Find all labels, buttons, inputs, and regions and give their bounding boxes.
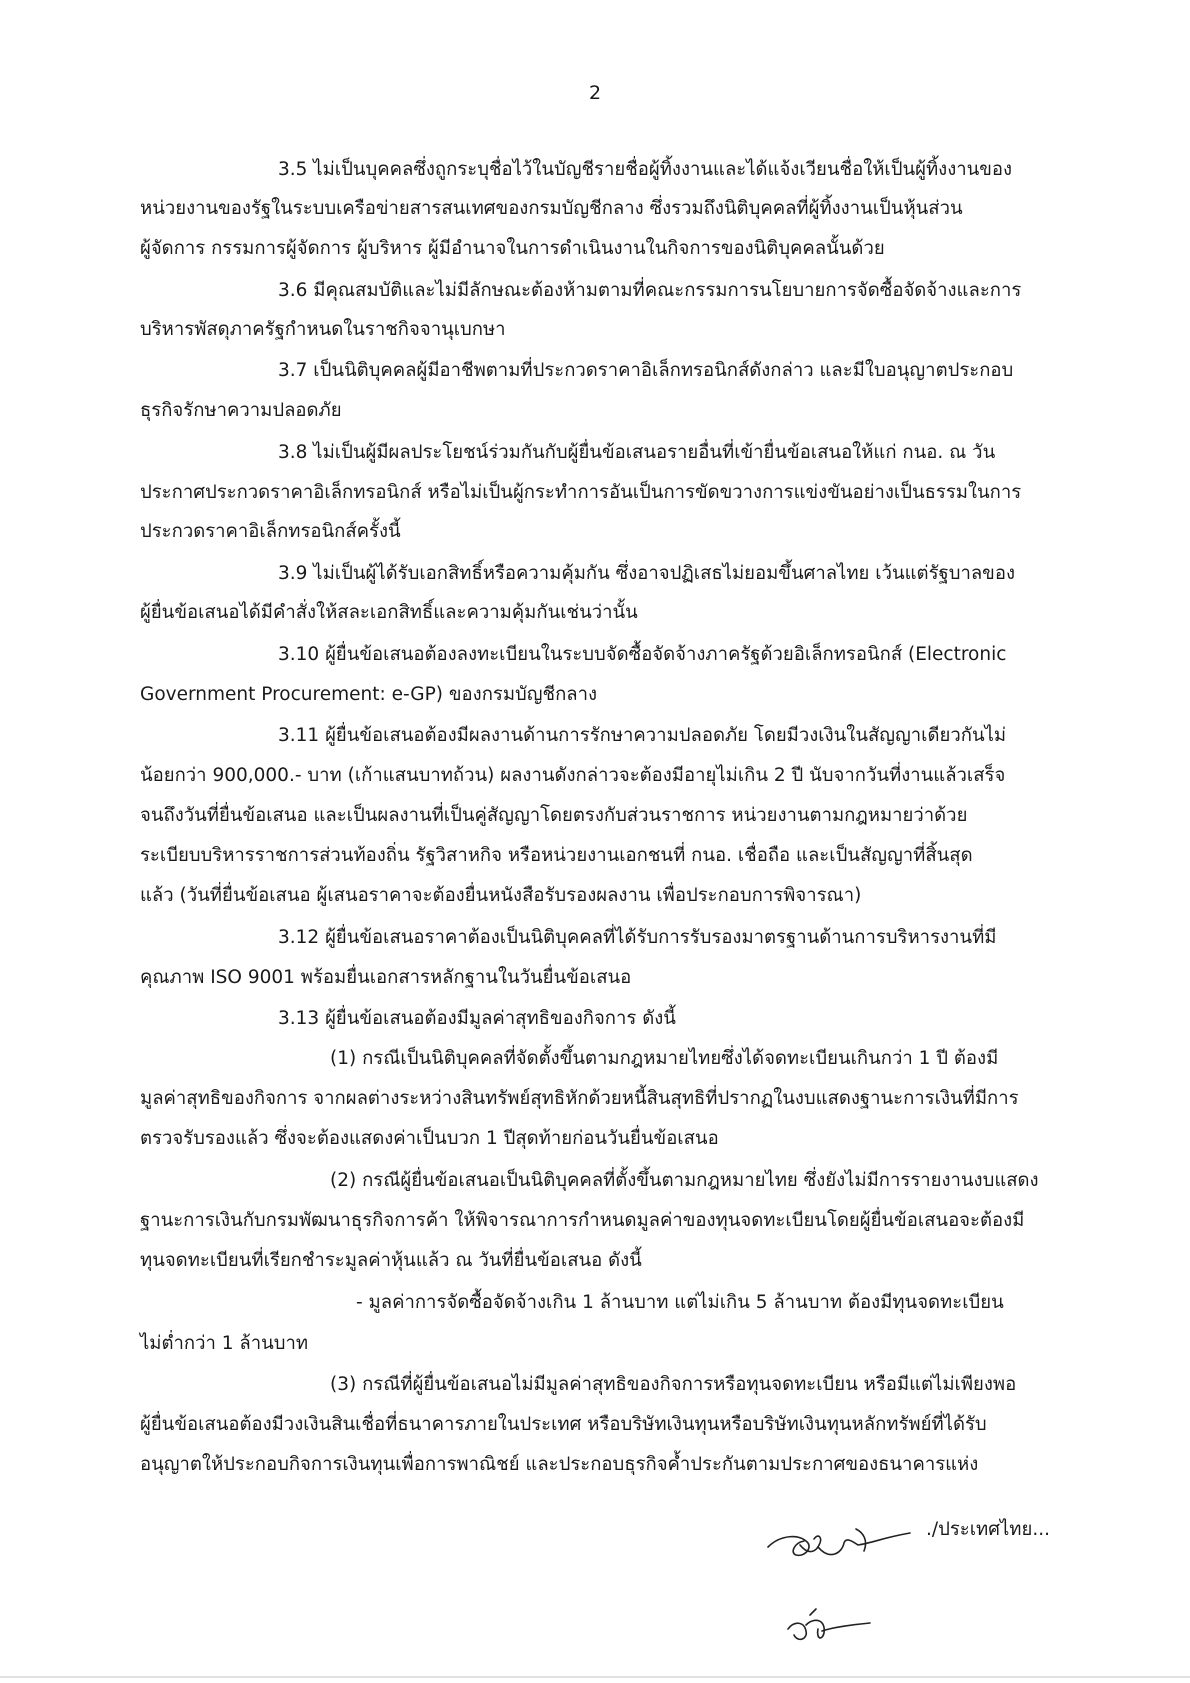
text-line: ผู้ยื่นข้อเสนอได้มีคำสั่งให้สละเอกสิทธิ์และความคุ้มกันเช่นว่านั้น: [140, 602, 638, 623]
text-line: - มูลค่าการจัดซื้อจัดจ้างเกิน 1 ล้านบาท แต่ไม่เกิน 5 ล้านบาท ต้องมีทุนจดทะเบียน: [356, 1292, 1004, 1313]
text-line: น้อยกว่า 900,000.- บาท (เก้าแสนบาทถ้วน) ผลงานดังกล่าวจะต้องมีอายุไม่เกิน 2 ปี นับจากวันที่งานแล้วเสร็จ: [140, 765, 1006, 786]
text-line: (2) กรณีผู้ยื่นข้อเสนอเป็นนิติบุคคลที่ตั้งขึ้นตามกฎหมายไทย ซึ่งยังไม่มีการรายงานงบแสดง: [330, 1170, 1039, 1191]
page-number: 2: [588, 82, 602, 104]
text-line: (1) กรณีเป็นนิติบุคคลที่จัดตั้งขึ้นตามกฎหมายไทยซึ่งได้จดทะเบียนเกินกว่า 1 ปี ต้องมี: [330, 1048, 999, 1069]
text-line: บริหารพัสดุภาครัฐกำหนดในราชกิจจานุเบกษา: [140, 319, 506, 340]
text-line: ไม่ต่ำกว่า 1 ล้านบาท: [140, 1333, 309, 1354]
text-line: หน่วยงานของรัฐในระบบเครือข่ายสารสนเทศของกรมบัญชีกลาง ซึ่งรวมถึงนิติบุคคลที่ผู้ทิ้งงานเป็นหุ้นส่วน: [140, 198, 963, 219]
text-line: 3.11 ผู้ยื่นข้อเสนอต้องมีผลงานด้านการรักษาความปลอดภัย โดยมีวงเงินในสัญญาเดียวกันไม่: [278, 725, 1007, 746]
text-line: 3.8 ไม่เป็นผู้มีผลประโยชน์ร่วมกันกับผู้ยื่นข้อเสนอรายอื่นที่เข้ายื่นข้อเสนอให้แก่ กนอ. ณ วัน: [278, 442, 996, 463]
text-line: ผู้ยื่นข้อเสนอต้องมีวงเงินสินเชื่อที่ธนาคารภายในประเทศ หรือบริษัทเงินทุนหรือบริษัทเงินทุนหลักทรัพย์ที่ได้รับ: [140, 1414, 987, 1435]
handwritten-signature: [760, 1525, 920, 1665]
text-line: 3.5 ไม่เป็นบุคคลซึ่งถูกระบุชื่อไว้ในบัญชีรายชื่อผู้ทิ้งงานและได้แจ้งเวียนชื่อให้เป็นผู้ทิ้งงานของ: [278, 159, 1013, 180]
continuation-text: ./ประเทศไทย...: [926, 1519, 1050, 1540]
text-line: จนถึงวันที่ยื่นข้อเสนอ และเป็นผลงานที่เป็นคู่สัญญาโดยตรงกับส่วนราชการ หน่วยงานตามกฎหมายว่าด้วย: [140, 805, 968, 826]
text-line: 3.10 ผู้ยื่นข้อเสนอต้องลงทะเบียนในระบบจัดซื้อจัดจ้างภาครัฐด้วยอิเล็กทรอนิกส์ (Electronic: [278, 644, 1007, 665]
scan-edge: [0, 1676, 1190, 1678]
text-line: ผู้จัดการ กรรมการผู้จัดการ ผู้บริหาร ผู้มีอำนาจในการดำเนินงานในกิจการของนิติบุคคลนั้นด้วย: [140, 238, 885, 259]
text-line: ประกาศประกวดราคาอิเล็กทรอนิกส์ หรือไม่เป็นผู้กระทำการอันเป็นการขัดขวางการแข่งขันอย่างเป็นธรรมในการ: [140, 482, 1022, 503]
text-line: ตรวจรับรองแล้ว ซึ่งจะต้องแสดงค่าเป็นบวก 1 ปีสุดท้ายก่อนวันยื่นข้อเสนอ: [140, 1128, 719, 1149]
text-line: 3.9 ไม่เป็นผู้ได้รับเอกสิทธิ์หรือความคุ้มกัน ซึ่งอาจปฏิเสธไม่ยอมขึ้นศาลไทย เว้นแต่รัฐบาลของ: [278, 563, 1015, 584]
text-line: ระเบียบบริหารราชการส่วนท้องถิ่น รัฐวิสาหกิจ หรือหน่วยงานเอกชนที่ กนอ. เชื่อถือ และเป็นสัญญาที่สิ้นสุด: [140, 845, 973, 866]
text-line: ทุนจดทะเบียนที่เรียกชำระมูลค่าหุ้นแล้ว ณ วันที่ยื่นข้อเสนอ ดังนี้: [140, 1250, 642, 1271]
text-line: ฐานะการเงินกับกรมพัฒนาธุรกิจการค้า ให้พิจารณาการกำหนดมูลค่าของทุนจดทะเบียนโดยผู้ยื่นข้อเสนอจะต้องมี: [140, 1210, 1025, 1231]
text-line: แล้ว (วันที่ยื่นข้อเสนอ ผู้เสนอราคาจะต้องยื่นหนังสือรับรองผลงาน เพื่อประกอบการพิจารณา): [140, 885, 862, 906]
text-line: ธุรกิจรักษาความปลอดภัย: [140, 400, 342, 421]
text-line: มูลค่าสุทธิของกิจการ จากผลต่างระหว่างสินทรัพย์สุทธิหักด้วยหนี้สินสุทธิที่ปรากฏในงบแสดงฐานะการเงินที่มีการ: [140, 1088, 1019, 1109]
text-line: ประกวดราคาอิเล็กทรอนิกส์ครั้งนี้: [140, 521, 401, 542]
text-line: 3.7 เป็นนิติบุคคลผู้มีอาชีพตามที่ประกวดราคาอิเล็กทรอนิกส์ดังกล่าว และมีใบอนุญาตประกอบ: [278, 360, 1014, 381]
text-line: 3.6 มีคุณสมบัติและไม่มีลักษณะต้องห้ามตามที่คณะกรรมการนโยบายการจัดซื้อจัดจ้างและการ: [278, 280, 1022, 301]
text-line: คุณภาพ ISO 9001 พร้อมยื่นเอกสารหลักฐานในวันยื่นข้อเสนอ: [140, 967, 632, 988]
text-line: Government Procurement: e-GP) ของกรมบัญชีกลาง: [140, 684, 598, 705]
text-line: 3.12 ผู้ยื่นข้อเสนอราคาต้องเป็นนิติบุคคลที่ได้รับการรับรองมาตรฐานด้านการบริหารงานที่มี: [278, 927, 997, 948]
text-line: (3) กรณีที่ผู้ยื่นข้อเสนอไม่มีมูลค่าสุทธิของกิจการหรือทุนจดทะเบียน หรือมีแต่ไม่เพียงพอ: [330, 1374, 1017, 1395]
text-line: อนุญาตให้ประกอบกิจการเงินทุนเพื่อการพาณิชย์ และประกอบธุรกิจค้ำประกันตามประกาศของธนาคารแห่ง: [140, 1454, 979, 1475]
text-line: 3.13 ผู้ยื่นข้อเสนอต้องมีมูลค่าสุทธิของกิจการ ดังนี้: [278, 1008, 676, 1029]
